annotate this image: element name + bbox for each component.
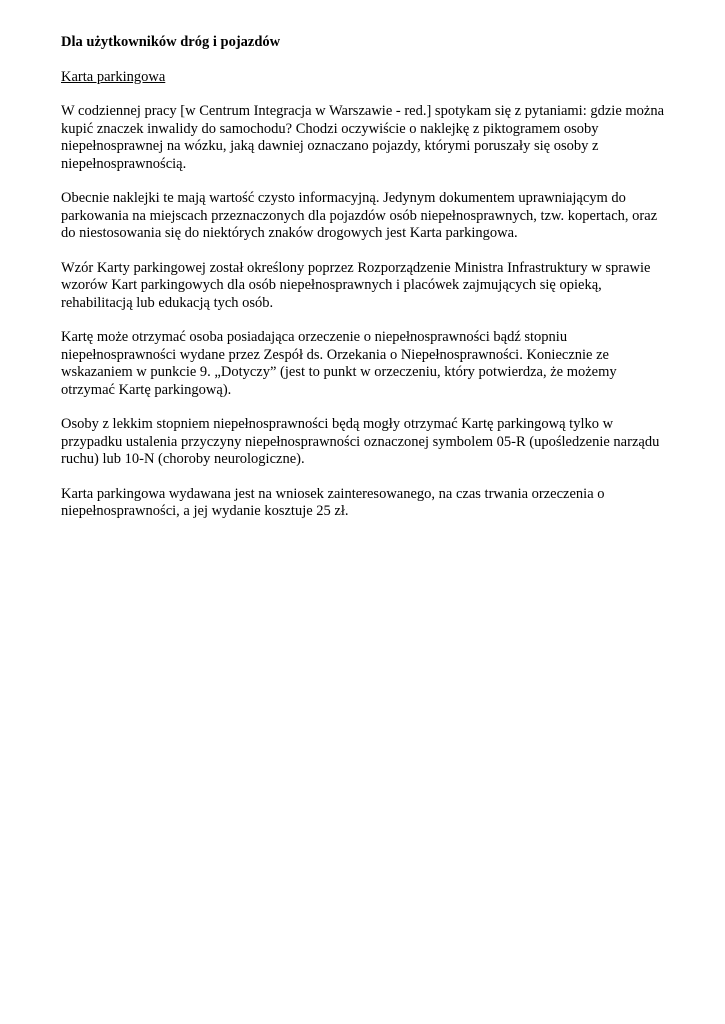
- paragraph-2: Obecnie naklejki te mają wartość czysto informacyjną. Jedynym dokumentem uprawniającym do parkowania na miejscach przeznaczonych dla pojazdów osób niepełnosprawnych, tzw. kopertach, oraz do niestosowania się do niektórych znaków drogowych jest Karta parkingowa.: [61, 190, 658, 241]
- paragraph-1: W codziennej pracy [w Centrum Integracja w Warszawie - red.] spotykam się z pytaniami: gdzie można kupić znaczek inwalidy do samochodu? Chodzi oczywiście o naklejkę z piktogramem osoby niepełnosprawnej na wózku, jaką dawniej oznaczano pojazdy, którymi poruszały się osoby z niepełnosprawnością.: [61, 103, 665, 172]
- document-subtitle: Karta parkingowa: [61, 68, 166, 85]
- document-page: [61, 34, 671, 538]
- document-title: Dla użytkowników dróg i pojazdów: [61, 34, 281, 50]
- paragraph-5: Osoby z lekkim stopniem niepełnosprawności będą mogły otrzymać Kartę parkingową tylko w przypadku ustalenia przyczyny niepełnosprawności oznaczonej symbolem 05-R (upośledzenie narządu ruchu) lub 10-N (choroby neurologiczne).: [61, 416, 660, 467]
- paragraph-3: Wzór Karty parkingowej został określony poprzez Rozporządzenie Ministra Infrastruktury w sprawie wzorów Kart parkingowych dla osób niepełnosprawnych i placówek zajmujących się opieką, rehabilitacją lub edukacją tych osób.: [61, 259, 651, 311]
- paragraph-4: Kartę może otrzymać osoba posiadająca orzeczenie o niepełnosprawności bądź stopniu niepełnosprawności wydane przez Zespół ds. Orzekania o Niepełnosprawności. Koniecznie ze wskazaniem w punkcie 9. „Dotyczy” (jest to punkt w orzeczeniu, który potwierdza, że możemy otrzymać Kartę parkingową).: [61, 329, 617, 398]
- paragraph-6: Karta parkingowa wydawana jest na wniosek zainteresowanego, na czas trwania orzeczenia o niepełnosprawności, a jej wydanie kosztuje 25 zł.: [61, 485, 605, 519]
